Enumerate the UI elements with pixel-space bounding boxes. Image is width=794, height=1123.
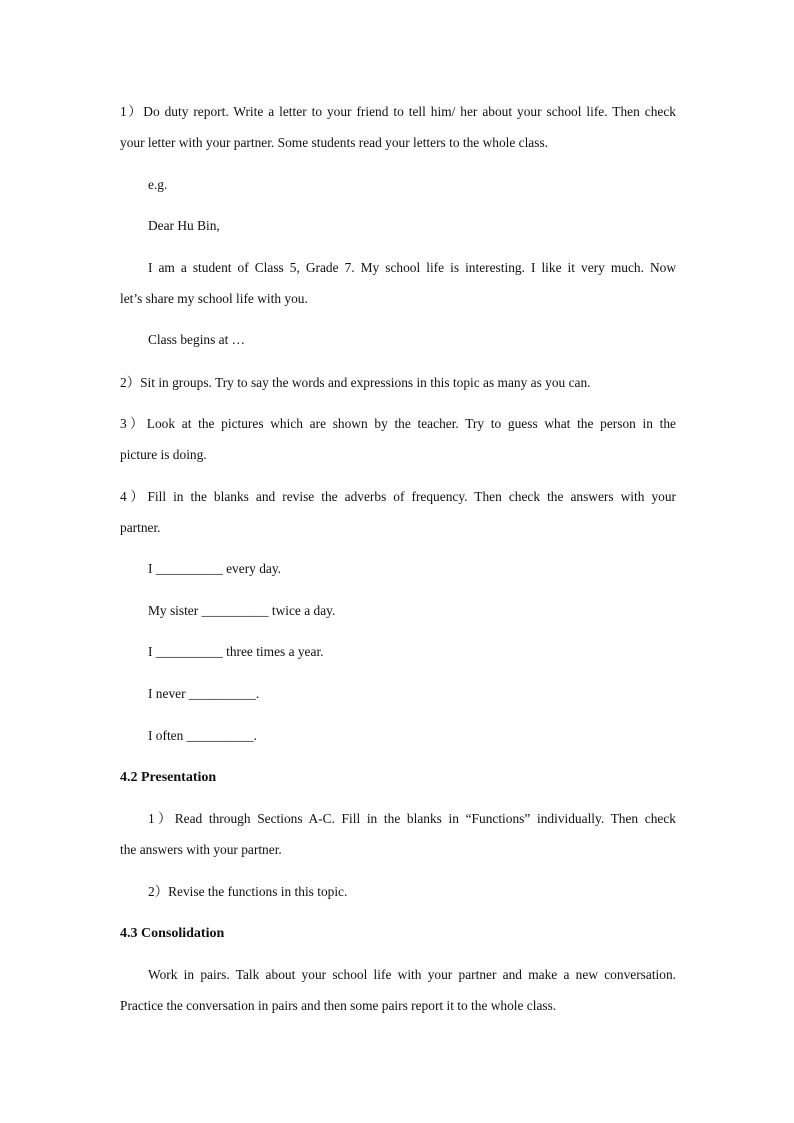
presentation-item-1-line-2: the answers with your partner. (120, 842, 282, 857)
presentation-heading: 4.2 Presentation (120, 770, 217, 785)
item-2: 2）Sit in groups. Try to say the words and expressions in this topic as many as you can. (120, 375, 591, 390)
blank-sentence: I __________ three times a year. (148, 644, 324, 659)
letter-body-line-1: I am a student of Class 5, Grade 7. My school life is interesting. I like it very much. Now (148, 260, 676, 275)
blank-sentence: I often __________. (148, 728, 257, 743)
item-3-line-2: picture is doing. (120, 447, 207, 462)
blank-sentence: I never __________. (148, 686, 260, 701)
blank-sentence: I __________ every day. (148, 561, 282, 576)
item-3-line-1: 3）Look at the pictures which are shown by the teacher. Try to guess what the person in the (120, 416, 676, 431)
item-4-line-1: 4）Fill in the blanks and revise the adverbs of frequency. Then check the answers with your (120, 489, 676, 504)
class-begins-line: Class begins at … (148, 332, 246, 347)
consolidation-paragraph-line-1: Work in pairs. Talk about your school life with your partner and make a new conversation. (148, 967, 676, 982)
blank-sentence: My sister __________ twice a day. (148, 603, 336, 618)
item-1-line-1: 1）Do duty report. Write a letter to your friend to tell him/ her about your school life. Then check (120, 104, 676, 119)
consolidation-heading: 4.3 Consolidation (120, 926, 225, 941)
example-label: e.g. (148, 177, 168, 192)
letter-salutation: Dear Hu Bin, (148, 218, 220, 233)
letter-body-line-2: let’s share my school life with you. (120, 291, 308, 306)
presentation-item-1-line-1: 1）Read through Sections A-C. Fill in the blanks in “Functions” individually. Then check (148, 811, 676, 826)
consolidation-paragraph-line-2: Practice the conversation in pairs and then some pairs report it to the whole class. (120, 998, 557, 1013)
item-1-line-2: your letter with your partner. Some students read your letters to the whole class. (120, 135, 549, 150)
item-4-line-2: partner. (120, 520, 161, 535)
presentation-item-2: 2）Revise the functions in this topic. (148, 884, 348, 899)
